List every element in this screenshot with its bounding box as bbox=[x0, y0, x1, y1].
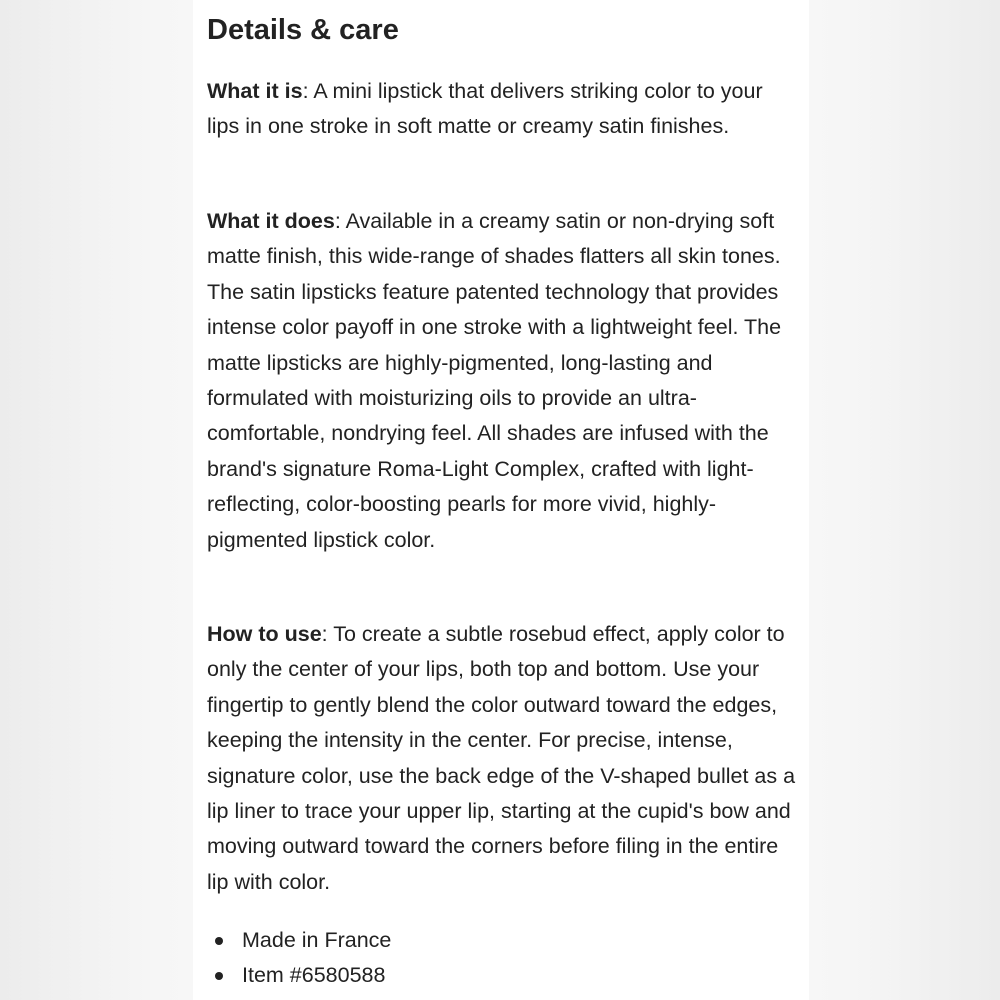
list-item bbox=[207, 923, 391, 958]
section-title: Details & care bbox=[207, 14, 399, 46]
list-item-text: Made in France bbox=[242, 928, 392, 952]
what-it-does-separator: : bbox=[334, 209, 341, 233]
how-to-use-separator: : bbox=[321, 622, 328, 646]
what-it-is-label: What it is bbox=[207, 79, 303, 103]
product-facts-list bbox=[207, 923, 391, 994]
how-to-use-paragraph bbox=[207, 617, 797, 900]
list-item-text: Item #6580588 bbox=[242, 963, 386, 988]
what-it-is-text: A mini lipstick that delivers striking color to your lips in one stroke in soft matte or creamy satin finishes. bbox=[207, 79, 763, 139]
what-it-does-label: What it does bbox=[207, 209, 335, 233]
bullet-dot-icon bbox=[215, 972, 223, 980]
list-item bbox=[207, 958, 391, 993]
details-care-panel bbox=[193, 0, 809, 1000]
what-it-is-separator: : bbox=[302, 79, 309, 103]
what-it-does-text: Available in a creamy satin or non-drying soft matte finish, this wide-range of shades flatters all skin tones. The satin lipsticks feature patented technology that provides intense color payoff in one stroke with a lightweight feel. The matte lipsticks are highly-pigmented, long-lasting and formulated with moisturizing oils to provide an ultra-comfortable, nondrying feel. All shades are infused with the brand's signature Roma-Light Complex, crafted with light-reflecting, color-boosting pearls for more vivid, highly-pigmented lipstick color. bbox=[207, 209, 782, 552]
how-to-use-label: How to use bbox=[207, 622, 322, 646]
what-it-is-paragraph bbox=[207, 74, 797, 145]
what-it-does-paragraph bbox=[207, 204, 797, 558]
bullet-dot-icon bbox=[215, 937, 223, 945]
how-to-use-text: To create a subtle rosebud effect, apply color to only the center of your lips, both top and bottom. Use your fingertip to gently blend the color outward toward the edges, keeping the intensity in the center. For precise, intense, signature color, use the back edge of the V-shaped bullet as a lip liner to trace your upper lip, starting at the cupid's bow and moving outward toward the corners before filing in the entire lip with color. bbox=[207, 622, 796, 894]
